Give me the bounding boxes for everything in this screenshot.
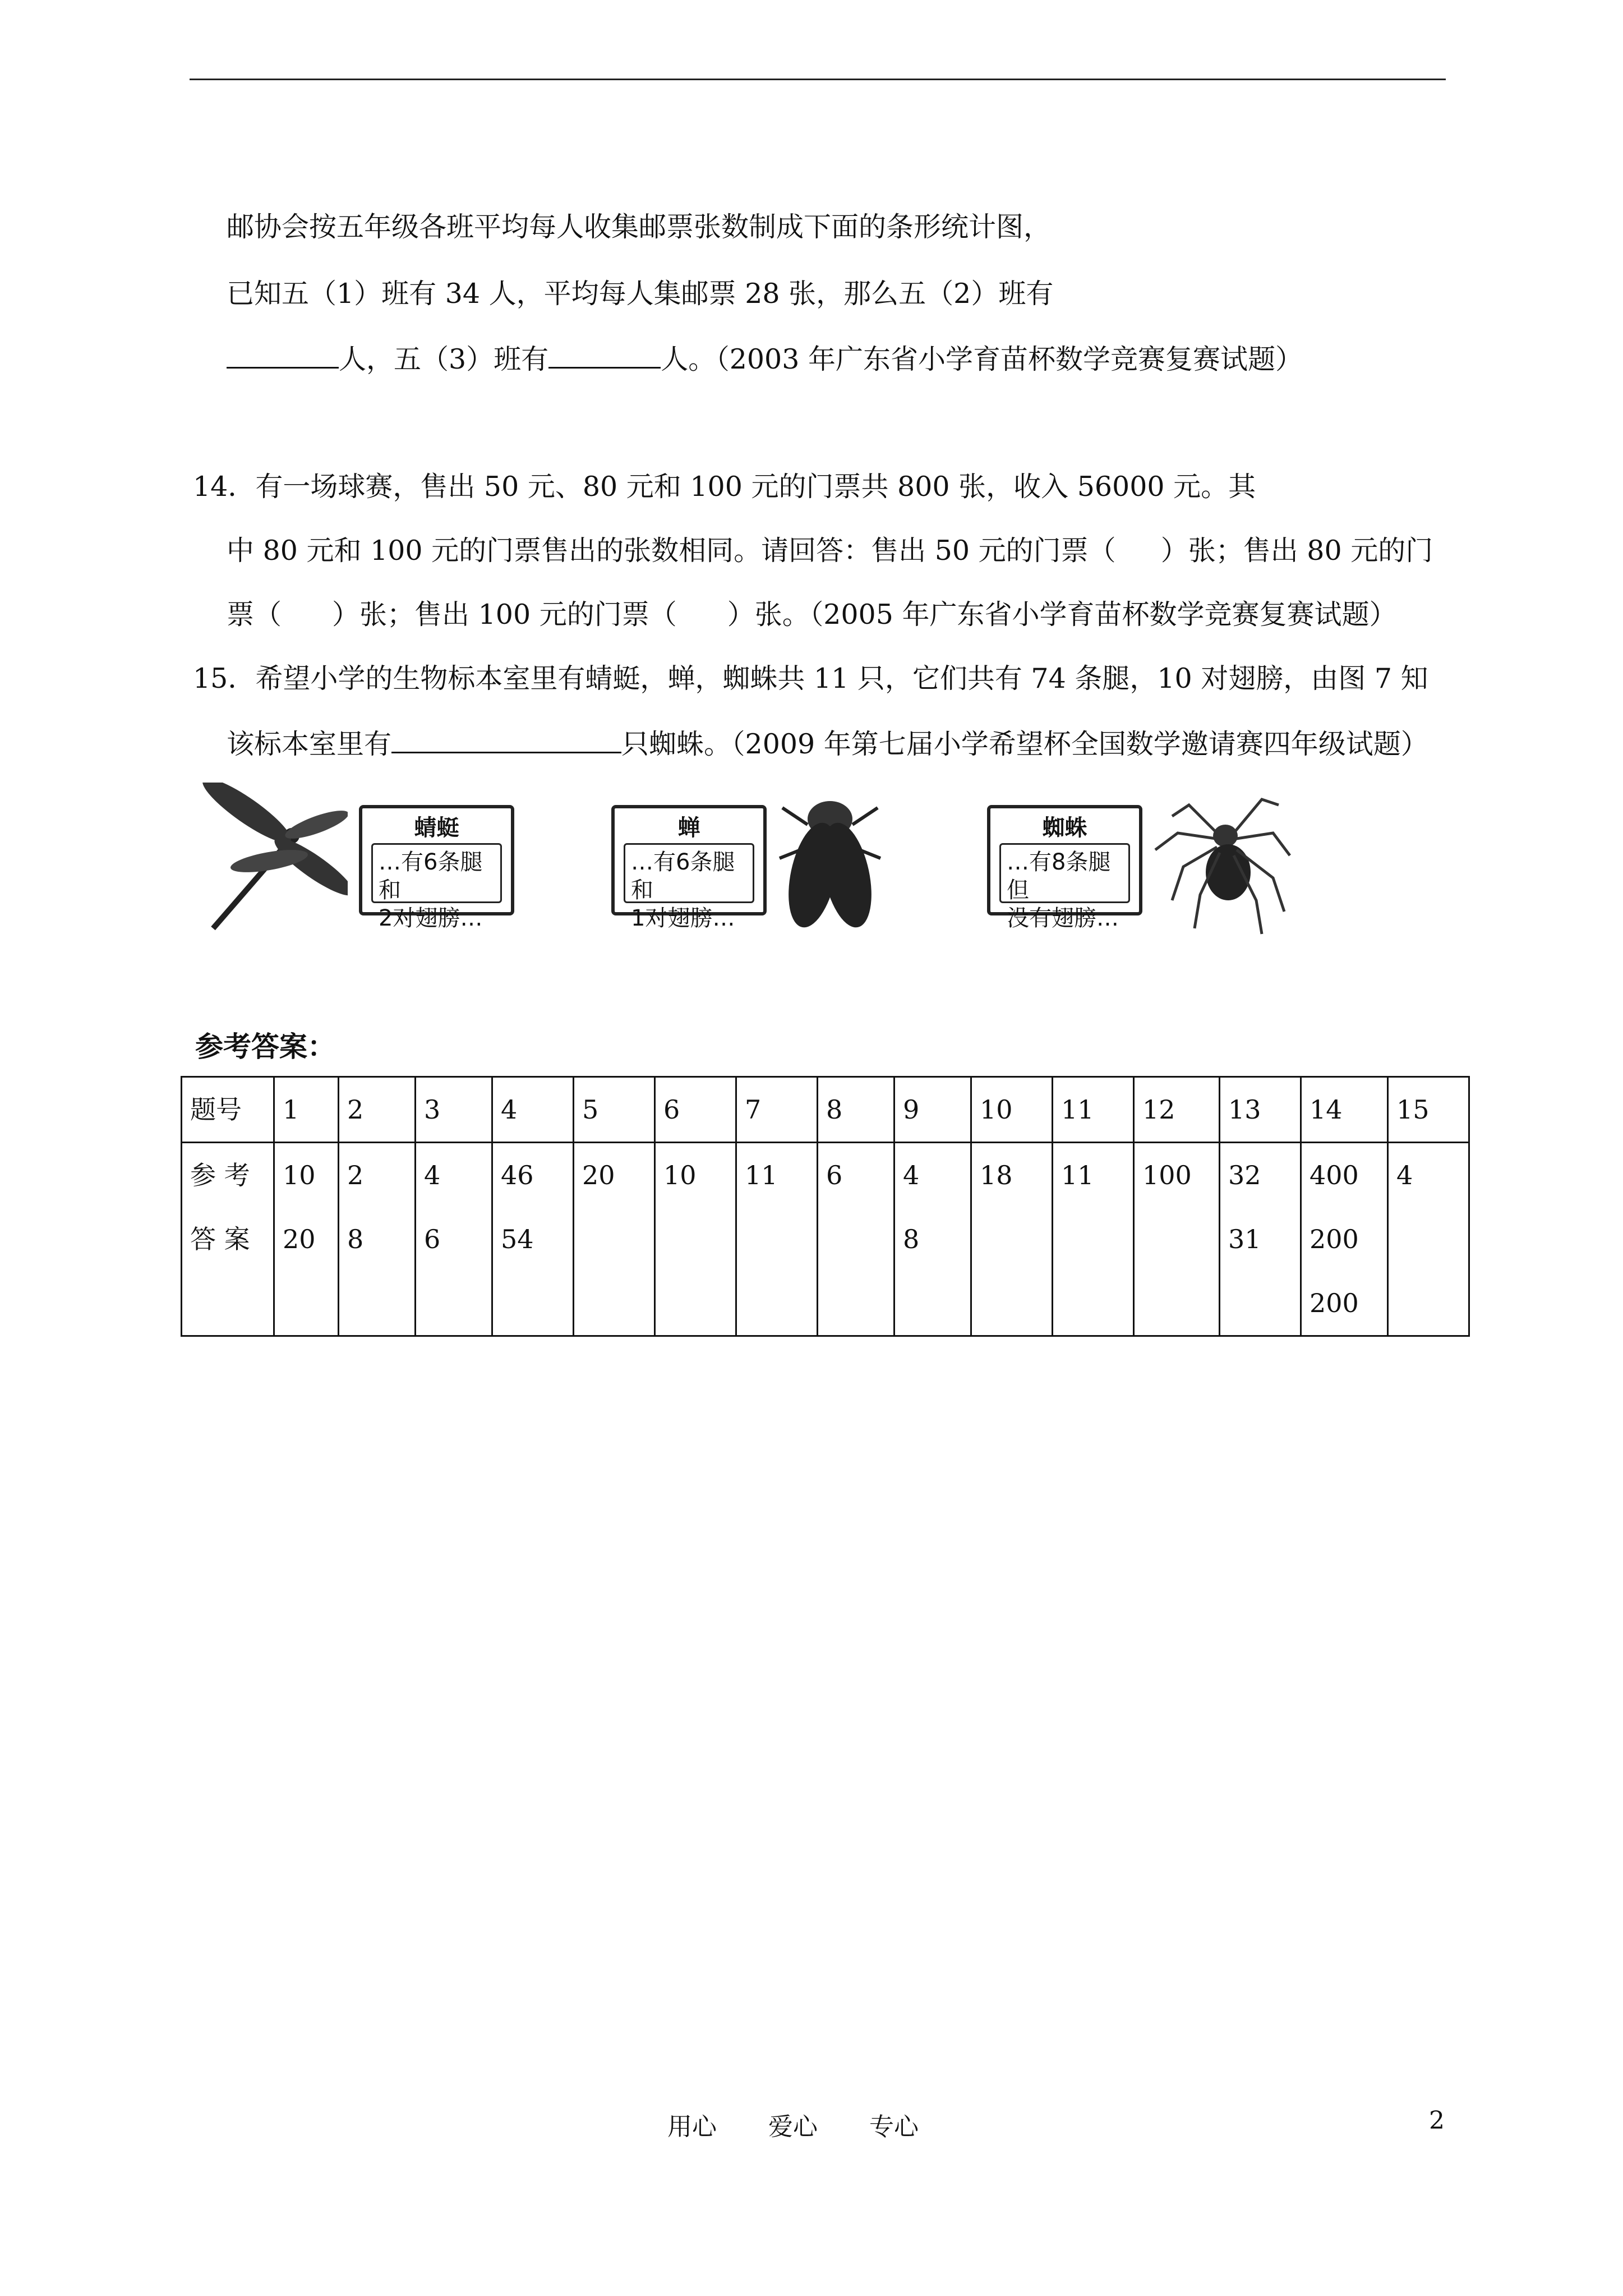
table-cell	[1301, 1143, 1388, 1336]
answers-title: 参考答案：	[195, 1030, 335, 1063]
answer-value: 31	[1228, 1224, 1261, 1254]
cicada-line-1: …有6条腿和	[631, 849, 735, 903]
dragonfly-line-1: …有6条腿和	[379, 849, 483, 903]
answer-value: 4	[1396, 1160, 1413, 1190]
q15-line-1: 15．希望小学的生物标本室里有蜻蜓，蝉，蜘蛛共 11 只，它们共有 74 条腿，10 对翅膀，由图 7 知	[193, 662, 1428, 694]
answer-value: 200	[1310, 1224, 1359, 1254]
answer-value: 10	[283, 1160, 316, 1190]
spider-line-1: …有8条腿但	[1007, 849, 1111, 903]
q13-text-b: 人。（2003 年广东省小学育苗杯数学竞赛复赛试题）	[661, 343, 1303, 375]
table-cell	[1220, 1143, 1301, 1336]
spider-icon	[1150, 783, 1295, 940]
table-cell: 1	[274, 1077, 339, 1143]
dragonfly-icon	[202, 783, 348, 934]
cicada-title: 蝉	[677, 815, 700, 841]
cicada-line-2: 1对翅膀…	[631, 905, 735, 931]
table-cell: 13	[1220, 1077, 1301, 1143]
cicada-icon	[774, 785, 886, 937]
footer-text-2: 爱心	[768, 2113, 818, 2141]
footer-text-3: 专心	[869, 2113, 919, 2141]
dragonfly-line-2: 2对翅膀…	[379, 905, 483, 931]
answer-value: 20	[582, 1160, 615, 1190]
table-cell: 12	[1134, 1077, 1220, 1143]
q14-line-1: 14．有一场球赛，售出 50 元、80 元和 100 元的门票共 800 张，收入 56000 元。其	[193, 471, 1256, 503]
table-cell: 4	[492, 1077, 574, 1143]
q13-line-1: 邮协会按五年级各班平均每人收集邮票张数制成下面的条形统计图，	[227, 211, 1052, 243]
insect-figure	[202, 783, 1324, 951]
q13-text-a: 人，五（3）班有	[339, 343, 549, 375]
q15-text-b: 只蜘蛛。（2009 年第七届小学希望杯全国数学邀请赛四年级试题）	[621, 728, 1428, 760]
spider-line-2: 没有翅膀…	[1007, 905, 1119, 931]
row-label-line: 答 案	[190, 1224, 250, 1254]
spider-title: 蜘蛛	[1042, 815, 1087, 841]
answer-value: 6	[826, 1160, 843, 1190]
table-cell: 2	[339, 1077, 416, 1143]
q14-text-c: 票（	[227, 599, 282, 631]
answer-value: 10	[663, 1160, 697, 1190]
table-cell: 10	[971, 1077, 1053, 1143]
table-cell: 6	[655, 1077, 736, 1143]
table-header-row	[182, 1077, 1469, 1143]
answer-value: 8	[347, 1224, 364, 1254]
answer-value: 6	[424, 1224, 441, 1254]
answer-value: 20	[283, 1224, 316, 1254]
answer-value: 200	[1310, 1288, 1359, 1318]
q14-text-d: ）张；售出 100 元的门票（	[332, 599, 677, 631]
answer-value: 54	[501, 1224, 534, 1254]
header-rule	[190, 79, 1446, 80]
cicada-label-card	[611, 805, 767, 931]
answer-blank[interactable]	[227, 341, 339, 369]
table-cell	[1134, 1143, 1220, 1336]
answer-value: 11	[745, 1160, 778, 1190]
table-cell	[574, 1143, 655, 1336]
table-cell	[274, 1143, 339, 1336]
page-number: 2	[1429, 2106, 1445, 2135]
answer-value: 32	[1228, 1160, 1261, 1190]
q15-text-a: 该标本室里有	[227, 728, 392, 760]
table-cell	[492, 1143, 574, 1336]
table-cell: 7	[736, 1077, 818, 1143]
table-answer-row	[182, 1143, 1469, 1336]
header-label-cell: 题号	[182, 1077, 274, 1143]
table-cell: 11	[1053, 1077, 1134, 1143]
spider-label-card	[987, 805, 1142, 931]
table-cell	[1053, 1143, 1134, 1336]
table-cell	[736, 1143, 818, 1336]
answer-blank[interactable]	[548, 341, 661, 369]
answer-value: 11	[1061, 1160, 1094, 1190]
answer-blank[interactable]	[391, 726, 621, 753]
table-cell: 3	[416, 1077, 492, 1143]
answers-table	[181, 1076, 1470, 1337]
answer-value: 2	[347, 1160, 364, 1190]
answer-value: 4	[424, 1160, 441, 1190]
dragonfly-label-card	[359, 805, 514, 931]
answer-value: 4	[903, 1160, 920, 1190]
row-label-line: 参 考	[190, 1160, 250, 1190]
q14-text-e: ）张。（2005 年广东省小学育苗杯数学竞赛复赛试题）	[727, 599, 1397, 631]
dragonfly-title: 蜻蜓	[414, 815, 459, 841]
table-cell	[1388, 1143, 1469, 1336]
q14-line-3	[227, 598, 1396, 632]
q15-line-2	[227, 726, 1428, 761]
table-cell	[895, 1143, 971, 1336]
table-cell	[339, 1143, 416, 1336]
row-label-cell	[182, 1143, 274, 1336]
table-cell: 9	[895, 1077, 971, 1143]
q14-text-a: 中 80 元和 100 元的门票售出的张数相同。请回答：售出 50 元的门票（	[227, 535, 1116, 567]
answer-value: 8	[903, 1224, 920, 1254]
footer-text-1: 用心	[667, 2113, 717, 2141]
answer-value: 46	[501, 1160, 534, 1190]
table-cell	[655, 1143, 736, 1336]
answer-value: 18	[980, 1160, 1013, 1190]
q14-text-b: ）张；售出 80 元的门	[1160, 535, 1433, 567]
q14-line-2	[227, 534, 1433, 568]
table-cell: 8	[818, 1077, 895, 1143]
table-cell	[971, 1143, 1053, 1336]
table-cell	[416, 1143, 492, 1336]
q13-line-2: 已知五（1）班有 34 人，平均每人集邮票 28 张，那么五（2）班有	[227, 278, 1054, 310]
table-cell	[818, 1143, 895, 1336]
answer-value: 400	[1310, 1160, 1359, 1190]
answer-value: 100	[1142, 1160, 1192, 1190]
table-cell: 14	[1301, 1077, 1388, 1143]
table-cell: 15	[1388, 1077, 1469, 1143]
q13-line-3	[227, 341, 1303, 376]
table-cell: 5	[574, 1077, 655, 1143]
